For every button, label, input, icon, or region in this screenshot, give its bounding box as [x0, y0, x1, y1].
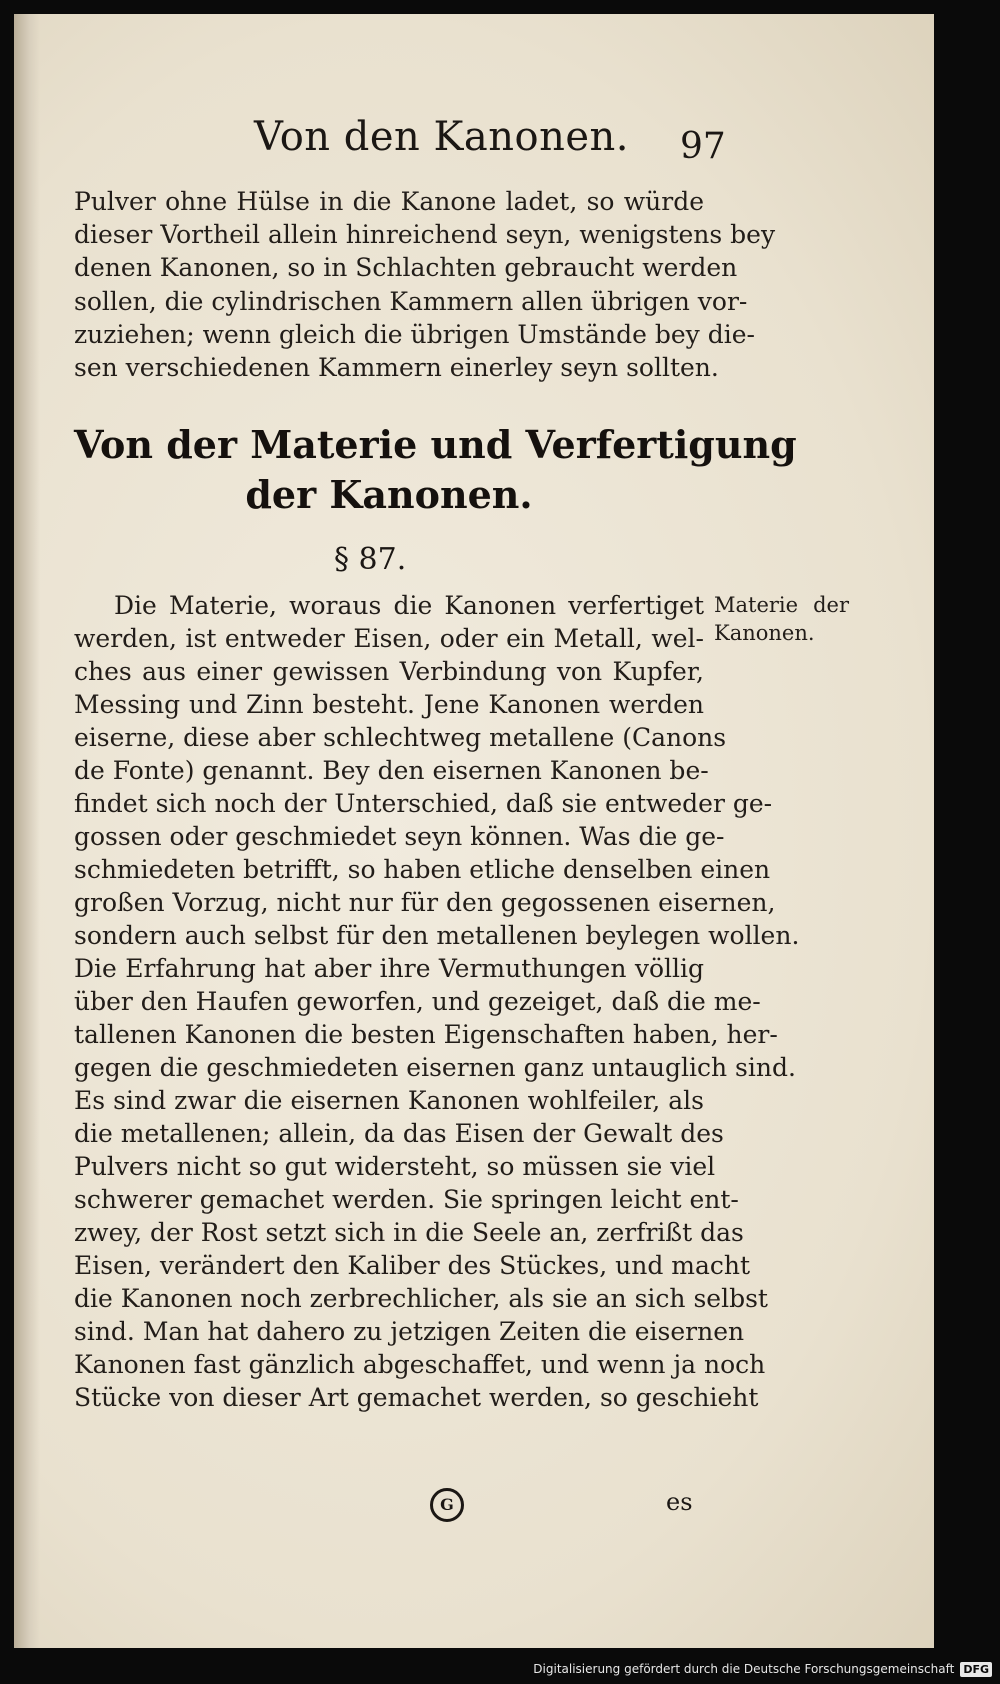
text-line: Messing und Zinn besteht. Jene Kanonen werden — [74, 690, 704, 719]
page-number: 97 — [680, 126, 726, 167]
text-line: schwerer gemachet werden. Sie springen leicht ent- — [74, 1185, 739, 1214]
section-number: § 87. — [334, 542, 407, 577]
text-line: Es sind zwar die eisernen Kanonen wohlfeiler, als — [74, 1086, 704, 1115]
footer-text: Digitalisierung gefördert durch die Deutsche Forschungsgemeinschaft — [533, 1662, 955, 1676]
text-line: über den Haufen geworfen, und gezeiget, daß die me- — [74, 987, 761, 1016]
text-line: findet sich noch der Unterschied, daß sie entweder ge- — [74, 789, 773, 818]
text-line: tallenen Kanonen die besten Eigenschaften haben, her- — [74, 1020, 778, 1049]
text-line: die Kanonen noch zerbrechlicher, als sie an sich selbst — [74, 1284, 768, 1313]
text-line: gossen oder geschmiedet seyn können. Was die ge- — [74, 822, 725, 851]
signature-mark: G — [430, 1488, 464, 1522]
text-line: zwey, der Rost setzt sich in die Seele an, zerfrißt das — [74, 1218, 744, 1247]
text-line: Stücke von dieser Art gemachet werden, so geschieht — [74, 1383, 759, 1412]
text-line: de Fonte) genannt. Bey den eisernen Kanonen be- — [74, 756, 709, 785]
scanned-page — [14, 14, 934, 1648]
text-line: zuziehen; wenn gleich die übrigen Umstände bey die- — [74, 320, 755, 349]
text-line: Die Erfahrung hat aber ihre Vermuthungen völlig — [74, 954, 704, 983]
text-line: schmiedeten betrifft, so haben etliche denselben einen — [74, 855, 771, 884]
dfg-logo: DFG — [960, 1662, 992, 1677]
catchword: es — [666, 1488, 693, 1516]
text-line: Eisen, verändert den Kaliber des Stückes, und macht — [74, 1251, 751, 1280]
text-line: gegen die geschmiedeten eisernen ganz untauglich sind. — [74, 1053, 796, 1082]
text-line: denen Kanonen, so in Schlachten gebraucht werden — [74, 253, 738, 282]
text-line: großen Vorzug, nicht nur für den gegossenen eisernen, — [74, 888, 776, 917]
margin-note-line: Kanonen. — [714, 621, 815, 645]
text-line: sollen, die cylindrischen Kammern allen übrigen vor- — [74, 287, 748, 316]
page-gutter-shadow — [14, 14, 40, 1648]
text-line: Die Materie, woraus die Kanonen verfertiget — [114, 591, 704, 620]
text-line: Pulver ohne Hülse in die Kanone ladet, so würde — [74, 187, 704, 216]
heading-line-2: der Kanonen. — [245, 472, 533, 517]
text-line: die metallenen; allein, da das Eisen der Gewalt des — [74, 1119, 724, 1148]
text-line: Pulvers nicht so gut widersteht, so müssen sie viel — [74, 1152, 716, 1181]
text-line: sen verschiedenen Kammern einerley seyn sollten. — [74, 353, 719, 382]
text-line: Kanonen fast gänzlich abgeschaffet, und wenn ja noch — [74, 1350, 766, 1379]
heading-line-1: Von der Materie und Verfertigung — [74, 422, 797, 467]
text-line: werden, ist entweder Eisen, oder ein Metall, wel- — [74, 624, 704, 653]
text-line: eiserne, diese aber schlechtweg metallene (Canons — [74, 723, 727, 752]
text-line: dieser Vortheil allein hinreichend seyn, wenigstens bey — [74, 220, 776, 249]
text-line: sondern auch selbst für den metallenen beylegen wollen. — [74, 921, 800, 950]
margin-note-line: Materie der — [714, 593, 849, 617]
running-title: Von den Kanonen. — [254, 114, 630, 160]
text-line: sind. Man hat dahero zu jetzigen Zeiten die eisernen — [74, 1317, 745, 1346]
text-line: ches aus einer gewissen Verbindung von Kupfer, — [74, 657, 704, 686]
footer-credit — [533, 1658, 992, 1680]
